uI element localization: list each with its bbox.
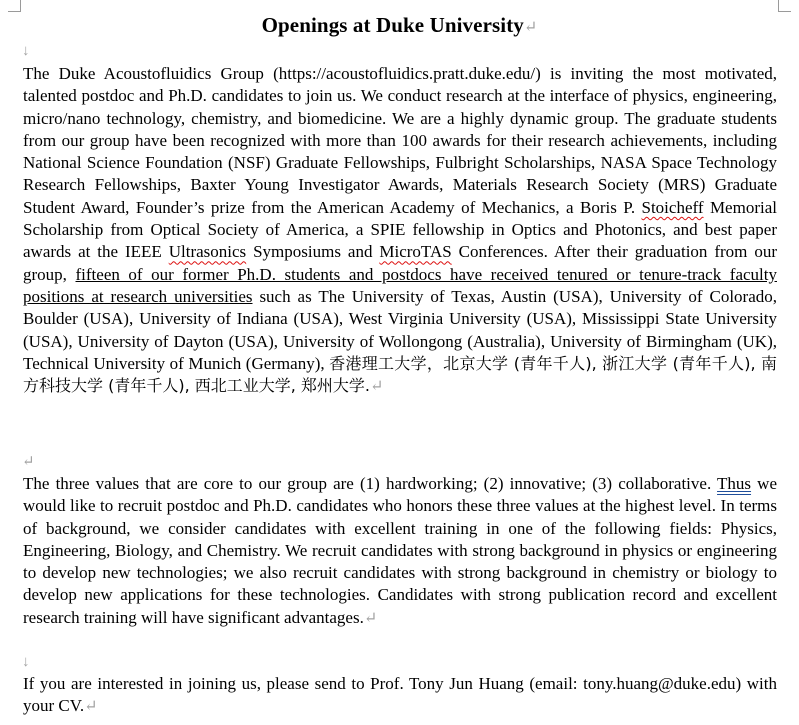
spellcheck-word-stoicheff: Stoicheff (641, 197, 704, 217)
intro-text-1: The Duke Acoustofluidics Group (https://acoustofluidics.pratt.duke.edu/) is inviting the most motivated, talented postdoc and Ph.D. candidates to join us. We conduct research at the interface of physics, engineering, micro/nano technology, chemistry, and biomedicine. We are a highly dynamic group. The graduate students from our group have been recognized with more than 100 awards for their research achievements, including National Science Foundation (NSF) Graduate Fellowships, Fulbright Scholarships, NASA Space Technology Research Fellowships, Baxter Young Investigator Awards, Materials Research Society (MRS) Graduate Student Award, Founder’s prize from the American Academy of Mechanics, a Boris P. (23, 64, 777, 217)
underlined-achievement-text: fifteen of our former Ph.D. students and postdocs have received tenured or tenure-track faculty positions at research universities (23, 264, 777, 306)
values-text-2: we would like to recruit postdoc and Ph.D. candidates who honors these three values at the highest level. In terms of background, we consider candidates with excellent training in one of the following fields: Physics, Engineering, Biology, and Chemistry. We recruit candidates with strong background in physics or engineering to develop new technologies; we also recruit candidates with strong background in chemistry or biology to develop new applications for these technologies. Candidates with strong publication record and excellent research training will have significant advantages. (23, 474, 777, 627)
empty-line-mark: ↓ (22, 654, 30, 670)
intro-text-5: such as The University of Texas, Austin (USA), University of Colorado, Boulder (USA), University of Indiana (USA), West Virginia University (USA), Mississippi State University (USA), University of Dayton (USA), University of Wollongong (Australia), University of Birmingham (UK), Technical University of Munich (Germany), (23, 286, 778, 373)
spellcheck-word-ultrasonics: Ultrasonics (168, 242, 247, 262)
paragraph-mark: ↵ (84, 698, 98, 716)
paragraph-mark-empty: ↵ (22, 454, 35, 470)
paragraph-contact[interactable] (23, 673, 777, 719)
paragraph-mark: ↵ (523, 19, 538, 36)
values-text-1: The three values that are core to our group are (1) hardworking; (2) innovative; (3) collaborative. (23, 474, 718, 493)
intro-text-2: Memorial Scholarship from Optical Society of America, a SPIE fellowship in Optics and Photonics, and best paper awards at the IEEE (23, 197, 777, 262)
paragraph-intro[interactable] (23, 63, 777, 398)
contact-text: If you are interested in joining us, please send to Prof. Tony Jun Huang (email: tony.huang@duke.edu) with your CV. (23, 674, 777, 716)
intro-text-4: Conferences. After their graduation from our group, (23, 242, 777, 284)
document-title-text: Openings at Duke University (261, 13, 524, 37)
grammar-word-thus: Thus (717, 474, 752, 493)
chinese-universities-text: 香港理工大学，北京大学 (青年千人), 浙江大学 (青年千人), 南方科技大学 (青年千人), 西北工业大学, 郑州大学. (23, 353, 777, 396)
page-corner-mark-left (8, 0, 21, 12)
paragraph-mark: ↵ (363, 609, 378, 627)
paragraph-mark: ↵ (370, 378, 384, 396)
empty-line-mark: ↓ (22, 43, 30, 59)
intro-text-3: Symposiums and (246, 242, 380, 262)
document-title[interactable] (0, 13, 799, 38)
spellcheck-word-microtas: MicroTAS (379, 242, 452, 262)
page-corner-mark-right (778, 0, 791, 12)
paragraph-values[interactable] (23, 473, 777, 630)
